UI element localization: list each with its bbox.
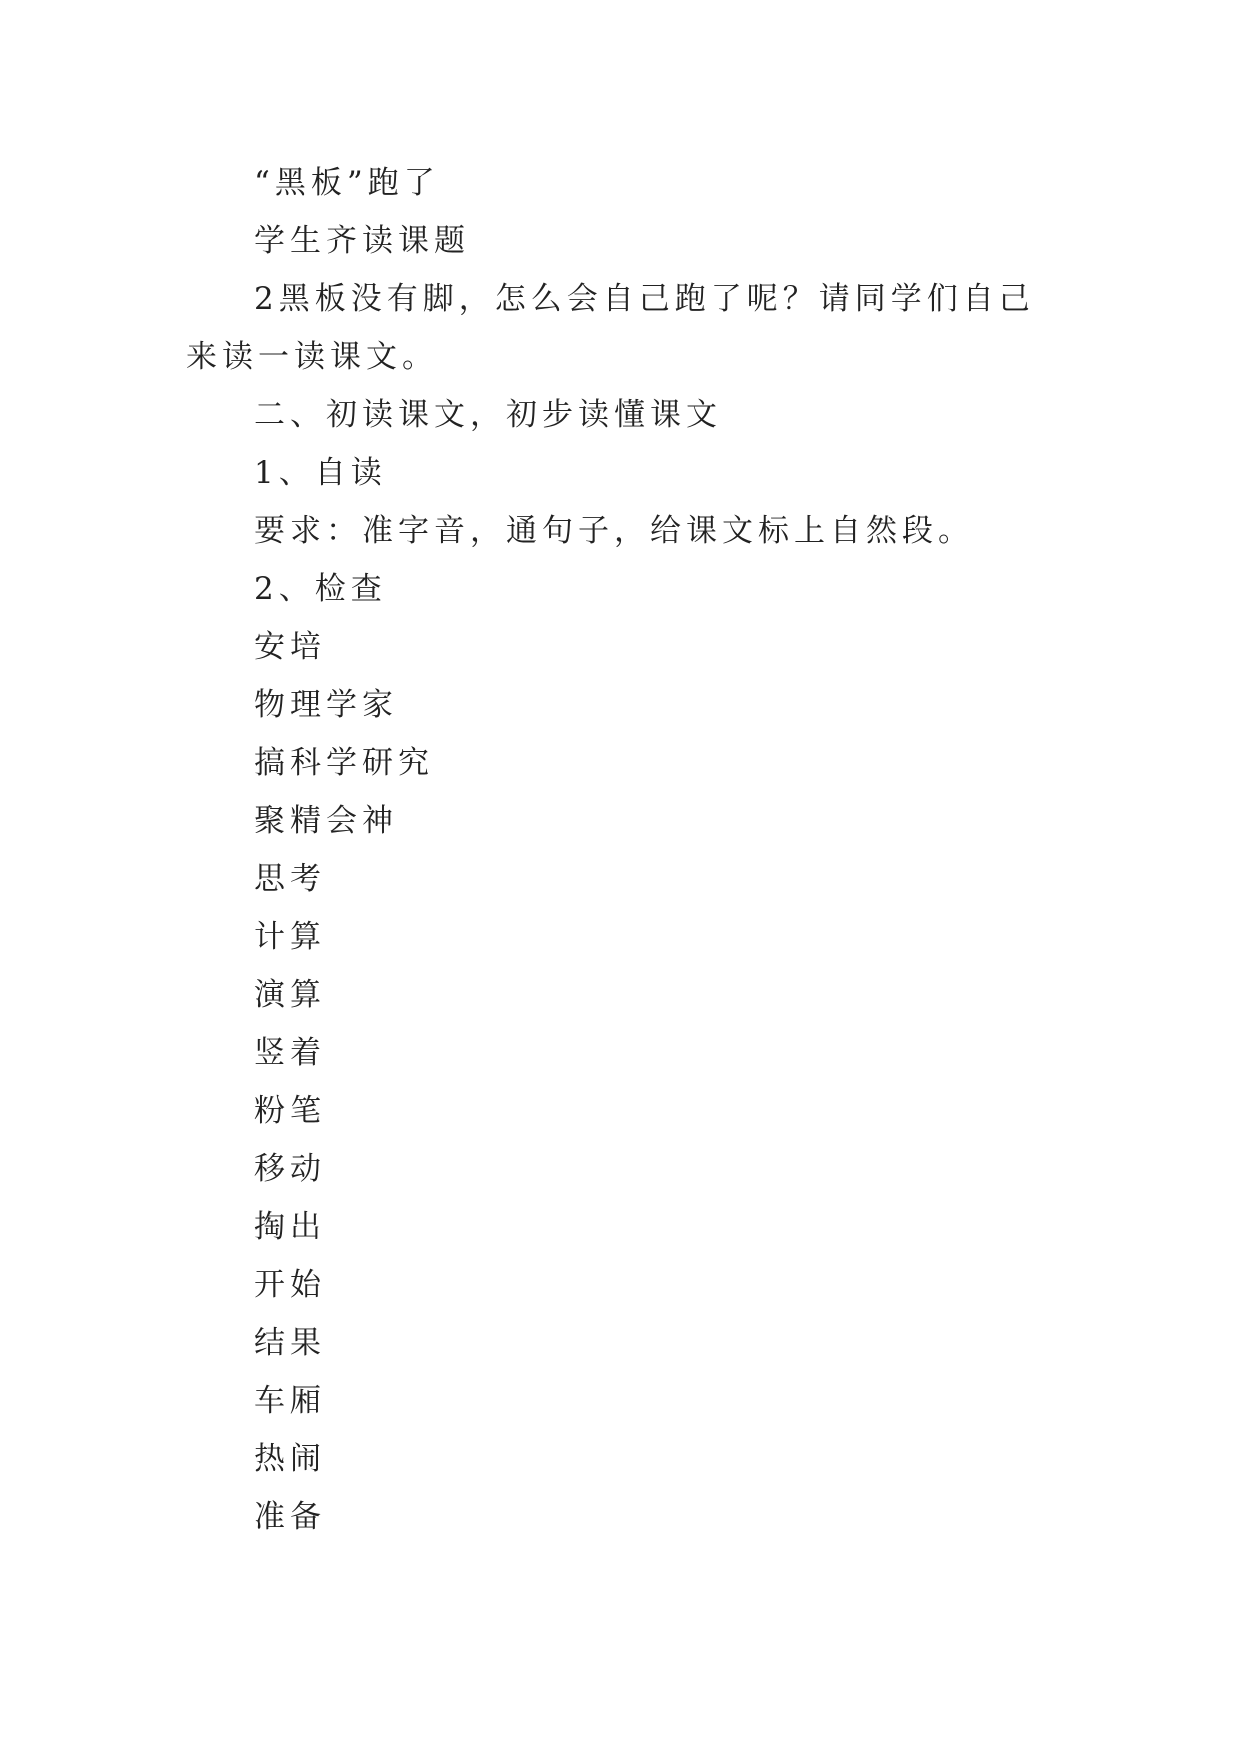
vocabulary-item: 结果 (254, 1325, 326, 1361)
vocabulary-item: 准备 (254, 1499, 326, 1535)
vocabulary-item: 物理学家 (254, 687, 398, 723)
lesson-title: “黑板”跑了 (254, 165, 440, 201)
subsection-heading: 1、自读 (254, 455, 387, 491)
vocabulary-item: 热闹 (254, 1441, 326, 1477)
vocabulary-item: 移动 (254, 1151, 326, 1187)
text-line: 要求：准字音，通句子，给课文标上自然段。 (254, 513, 974, 549)
vocabulary-item: 演算 (254, 977, 326, 1013)
text-line: 学生齐读课题 (254, 223, 470, 259)
vocabulary-item: 搞科学研究 (254, 745, 434, 781)
vocabulary-item: 计算 (254, 919, 326, 955)
paragraph: 2黑板没有脚，怎么会自己跑了呢？请同学们自己来读一读课文。 (186, 281, 1035, 375)
vocabulary-item: 掏出 (254, 1209, 326, 1245)
subsection-heading: 2、检查 (254, 571, 387, 607)
vocabulary-item: 安培 (254, 629, 326, 665)
vocabulary-item: 思考 (254, 861, 326, 897)
vocabulary-item: 粉笔 (254, 1093, 326, 1129)
vocabulary-item: 车厢 (254, 1383, 326, 1419)
section-heading: 二、初读课文，初步读懂课文 (254, 397, 722, 433)
vocabulary-item: 开始 (254, 1267, 326, 1303)
document-body (186, 154, 1054, 1546)
vocabulary-item: 聚精会神 (254, 803, 398, 839)
vocabulary-item: 竖着 (254, 1035, 326, 1071)
